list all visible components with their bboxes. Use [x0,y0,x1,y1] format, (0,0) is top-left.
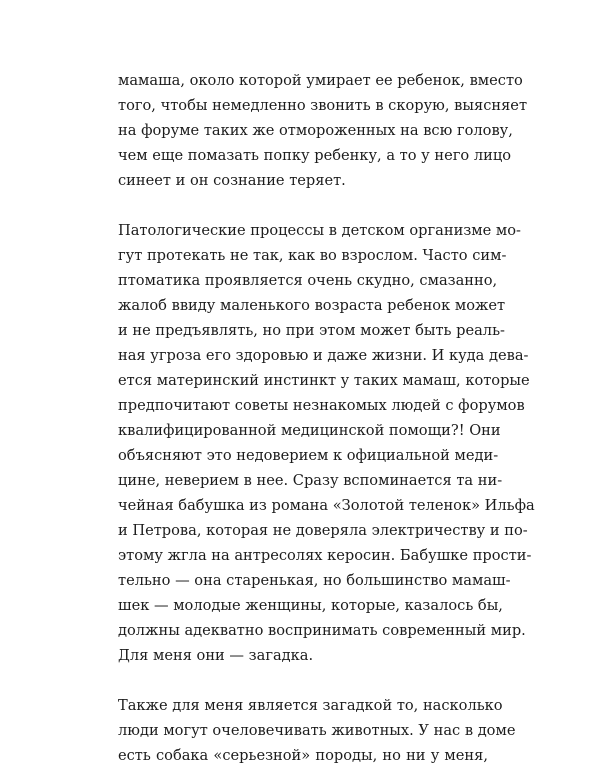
text-line: того, чтобы немедленно звонить в скорую, выясняет [118,97,528,114]
text-line: этому жгла на антресолях керосин. Бабушке прости- [118,547,532,564]
text-line: шек — молодые женщины, которые, казалось бы, [118,597,503,614]
text-line: чейная бабушка из романа «Золотой теленок» Ильфа [118,497,535,514]
paragraph [118,68,528,193]
text-line: чем еще помазать попку ребенку, а то у него лицо [118,147,512,164]
text-line: синеет и он сознание теряет. [118,172,346,189]
paragraph [118,218,535,668]
text-line: Также для меня является загадкой то, насколько [118,697,503,714]
text-line: и не предъявлять, но при этом может быть реаль- [118,322,505,339]
text-line: Патологические процессы в детском организме мо- [118,222,521,239]
text-line: квалифицированной медицинской помощи?! Они [118,422,501,439]
text-line: тельно — она старенькая, но большинство мамаш- [118,572,511,589]
text-line: цине, неверием в нее. Сразу вспоминается та ни- [118,472,503,489]
text-line: на форуме таких же отмороженных на всю голову, [118,122,513,139]
text-line: люди могут очеловечивать животных. У нас в доме [118,722,516,739]
text-line: ная угроза его здоровью и даже жизни. И куда дева- [118,347,529,364]
body-text [118,68,535,768]
text-line: мамаша, около которой умирает ее ребенок, вместо [118,72,523,89]
text-line: птоматика проявляется очень скудно, смазанно, [118,272,498,289]
text-line: Для меня они — загадка. [118,647,314,664]
text-line: гут протекать не так, как во взрослом. Часто сим- [118,247,507,264]
text-line: жалоб ввиду маленького возраста ребенок может [118,297,506,314]
paragraph [118,693,516,768]
text-line: ется материнский инстинкт у таких мамаш, которые [118,372,530,389]
text-line: предпочитают советы незнакомых людей с форумов [118,397,525,414]
text-line: объясняют это недоверием к официальной меди- [118,447,499,464]
text-line: есть собака «серьезной» породы, но ни у меня, [118,747,488,764]
text-line: должны адекватно воспринимать современный мир. [118,622,526,639]
text-line: и Петрова, которая не доверяла электричеству и по- [118,522,528,539]
